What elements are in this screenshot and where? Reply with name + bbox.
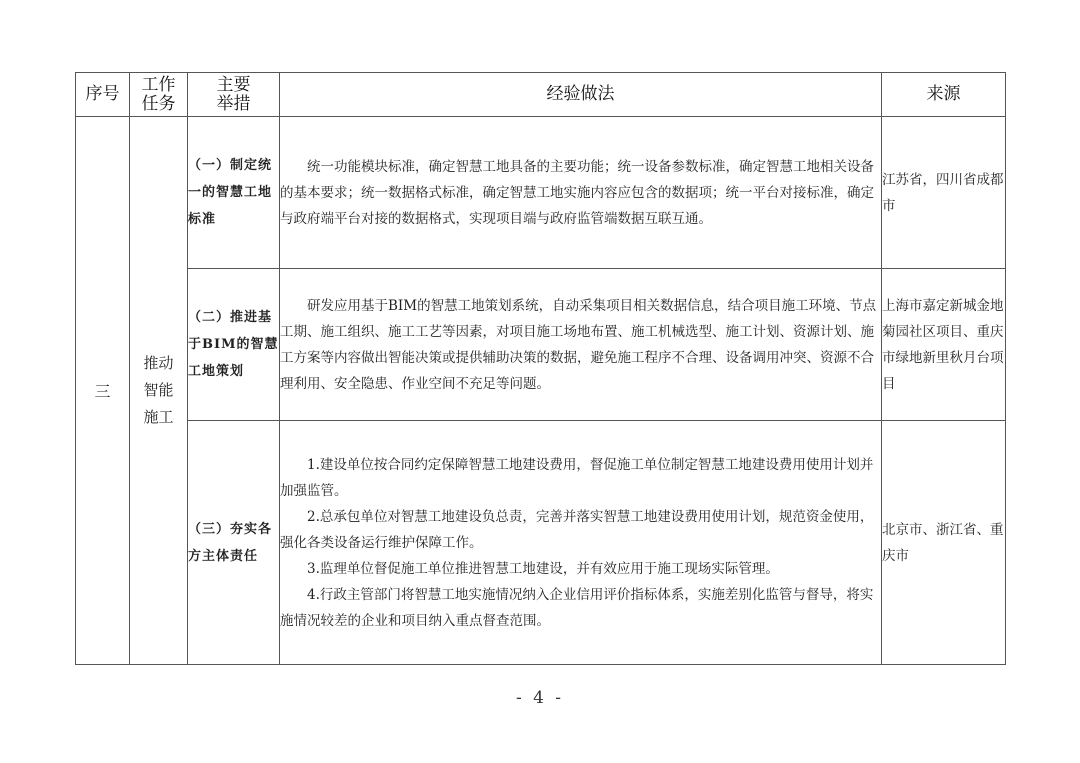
practice-item: 1.建设单位按合同约定保障智慧工地建设费用，督促施工单位制定智慧工地建设费用使用计划并加强监管。 bbox=[280, 456, 874, 499]
header-source: 来源 bbox=[882, 73, 1006, 117]
practice-paragraph: 研发应用基于BIM的智慧工地策划系统，自动采集项目相关数据信息，结合项目施工环境、节点工期、施工组织、施工工艺等因素，对项目施工场地布置、施工机械选型、施工计划、资源计划、施工方案等内容做出智能决策或提供辅助决策的数据，避免施工程序不合理、设备调用冲突、资源不合理利用、安全隐患、作业空间不充足等问题。 bbox=[280, 297, 877, 392]
measure-cell: （三）夯实各方主体责任 bbox=[188, 421, 280, 665]
header-number: 序号 bbox=[76, 73, 130, 117]
header-practice: 经验做法 bbox=[280, 73, 882, 117]
table-header-row bbox=[76, 73, 1006, 117]
practice-item: 2.总承包单位对智慧工地建设负总责，完善并落实智慧工地建设费用使用计划，规范资金使用，强化各类设备运行维护保障工作。 bbox=[280, 508, 874, 551]
group-number: 三 bbox=[76, 117, 130, 665]
table-row bbox=[76, 421, 1006, 665]
practice-cell bbox=[280, 117, 882, 269]
header-measure bbox=[188, 73, 280, 117]
table-row bbox=[76, 117, 1006, 269]
header-measure-label: 主要举措 bbox=[216, 74, 251, 114]
table-row bbox=[76, 269, 1006, 421]
source-cell: 江苏省，四川省成都市 bbox=[882, 117, 1006, 269]
header-task bbox=[130, 73, 188, 117]
policy-table bbox=[75, 72, 1006, 665]
practice-cell bbox=[280, 421, 882, 665]
practice-cell bbox=[280, 269, 882, 421]
header-task-label: 工作任务 bbox=[141, 74, 176, 114]
measure-cell: （二）推进基于BIM的智慧工地策划 bbox=[188, 269, 280, 421]
group-task bbox=[130, 117, 188, 665]
measure-cell: （一）制定统一的智慧工地标准 bbox=[188, 117, 280, 269]
practice-item: 3.监理单位督促施工单位推进智慧工地建设，并有效应用于施工现场实际管理。 bbox=[307, 560, 779, 577]
practice-item: 4.行政主管部门将智慧工地实施情况纳入企业信用评价指标体系，实施差别化监管与督导，将实施情况较差的企业和项目纳入重点督查范围。 bbox=[280, 586, 874, 629]
group-task-label: 推动智能施工 bbox=[143, 354, 174, 426]
source-cell: 上海市嘉定新城金地菊园社区项目、重庆市绿地新里秋月台项目 bbox=[882, 269, 1006, 421]
page-number: - 4 - bbox=[515, 688, 565, 708]
source-cell: 北京市、浙江省、重庆市 bbox=[882, 421, 1006, 665]
practice-paragraph: 统一功能模块标准，确定智慧工地具备的主要功能；统一设备参数标准，确定智慧工地相关设备的基本要求；统一数据格式标准，确定智慧工地实施内容应包含的数据项；统一平台对接标准，确定与政府端平台对接的数据格式，实现项目端与政府监管端数据互联互通。 bbox=[280, 158, 874, 227]
